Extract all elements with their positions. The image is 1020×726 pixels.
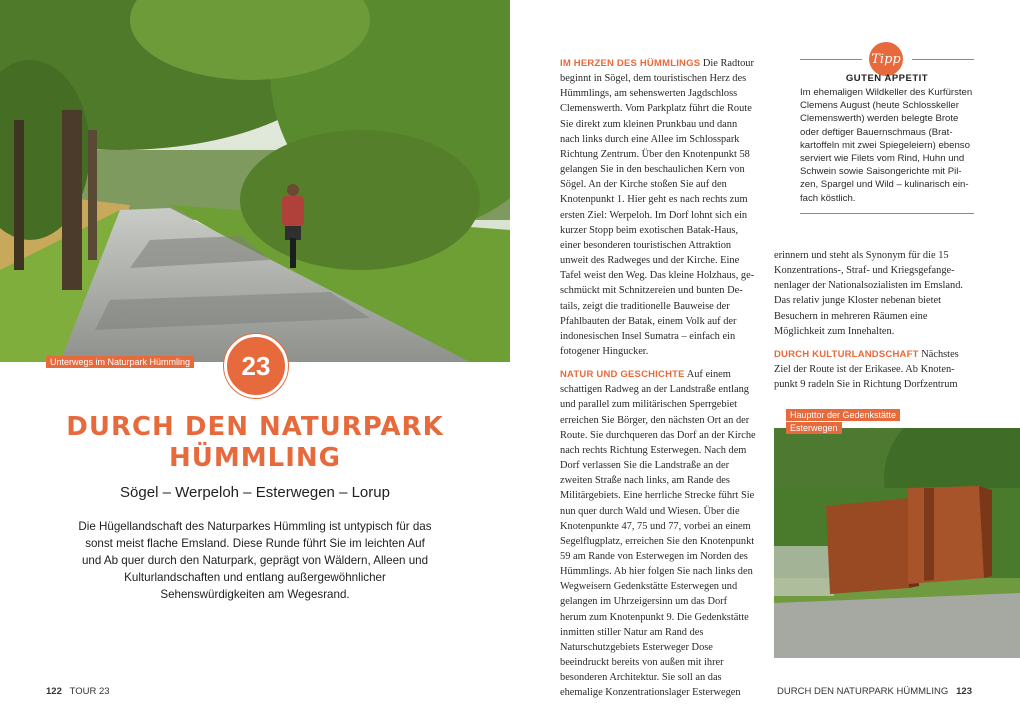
section-text: Auf einem schattigen Radweg an der Landstraße entlang und parallel zum militärischen Sperrgebiet erreichen Sie Börger, den nächsten Ort an der Route. Sie durchqueren das Dorf an der Kirche nach rechts Richtung Esterwegen. Nach dem Dorf verlassen Sie die Landstraße an der zweiten Straße nach links, am Rande des Militärgebiets. Eine herrliche Strecke führt Sie nun quer durch Wald und Wiesen. Über die Knotenpunkte 47, 75 und 77, vorbei an einem Segelflugplatz, erreichen Sie den Knotenpunkt 59 am Rande von Esterwegen im Norden des Hümmlings. Ab hier folgen Sie nach links den Wegweisern Gedenkstätte Esterwegen und gelangen im Uhrzeigersinn um das Dorf herum zum Knotenpunkt 9. Die Gedenkstätte inmitten stiller Natur am Rand des Naturschutzgebiets Esterweger Dose beeindruckt bereits von außen mit ihrer besonderen Architektur. Sie soll an das ehemalige Konzentrationslager Esterwegen <box>560 369 756 699</box>
section-text: Die Radtour beginnt in Sögel, dem touristischen Herz des Hümmlings, am sehenswerten Jagdschloss Clemenswerth. Vom Parkplatz führt die Route Sie direkt zum kleinen Prunkbau und dann nach links durch eine Allee im Schlosspark Richtung Zentrum. Über den Knotenpunkt 58 gelangen Sie in den beschaulichen Kern von Sögel. An der Kirche stoßen Sie auf den Knotenpunkt 1. Hier geht es nach rechts zum ersten Ziel: Werpeloh. Im Dorf lohnt sich ein kurzer Stopp beim exotischen Batak-Haus, einer besonderen touristischen Attraktion unweit des Radweges und der Kirche. Eine Tafel weist den Weg. Das kleine Holzhaus, geschmückt mit Schnitzereien und bunten Details, zeigt die traditionelle Bauweise der Pfahlbauten der Batak, einem Volk auf der indonesischen Insel Sumatra – einfach ein fotogener Hingucker. <box>560 58 755 357</box>
folio-left <box>46 686 110 697</box>
text-column-2 <box>774 248 974 392</box>
photo-caption-line-2: Esterwegen <box>786 422 842 434</box>
section-herzen <box>560 56 756 359</box>
section-heading: IM HERZEN DES HÜMMLINGS <box>560 58 701 69</box>
tipp-rule-left <box>800 59 862 60</box>
tipp-box <box>800 38 974 216</box>
photo-memorial-gate <box>774 428 1020 658</box>
title-line-2: HÜMMLING <box>169 443 341 473</box>
section-kulturlandschaft <box>774 347 974 392</box>
tipp-rule-bottom <box>800 213 974 214</box>
page-number-right: 123 <box>956 686 972 697</box>
photo-caption-line-1: Haupttor der Gedenkstätte <box>786 409 900 421</box>
section-natur <box>560 367 756 700</box>
text-column-1 <box>560 56 756 701</box>
tipp-text: Im ehemaligen Wildkeller des Kurfürsten Clemens August (heute Schlosskeller Clemenswerth) werden belegte Brote oder deftiger Bauernschmaus (Bratkartoffeln mit zwei Spiegeleiern) ebenso serviert wie Filets vom Rind, Huhn und Schwein sowie Saisongerichte mit Pilzen, Spargel und Wild – kulinarisch einfach köstlich. <box>800 87 973 204</box>
section-text: Nächstes Ziel der Route ist der Erikasee. Ab Knotenpunkt 9 radeln Sie in Richtung Dorfzentrum <box>774 348 959 391</box>
section-continued <box>774 248 974 339</box>
photo-bike-road <box>0 0 510 362</box>
tipp-rule-right <box>912 59 974 60</box>
section-heading: NATUR UND GESCHICHTE <box>560 369 685 381</box>
tour-title <box>40 412 470 474</box>
tipp-badge: Tipp <box>869 42 903 76</box>
running-head-right: DURCH DEN NATURPARK HÜMMLING <box>777 686 949 697</box>
photo-caption: Unterwegs im Naturpark Hümmling <box>46 356 194 368</box>
intro-paragraph: Die Hügellandschaft des Naturparkes Hümmling ist untypisch für das sonst meist flache Emsland. Diese Runde führt Sie im leichten Auf und Ab quer durch den Naturpark, geprägt von Wäldern, Alleen und Kulturlandschaften und entlang außergewöhnlicher Sehenswürdigkeiten am Wegesrand. <box>78 520 432 601</box>
running-head-left: TOUR 23 <box>69 686 110 697</box>
section-text: erinnern und steht als Synonym für die 15 Konzentrations-, Straf- und Kriegsgefangenenlager der Nationalsozialisten im Emsland. Das relativ junge Kloster nebenan bietet Besuchern in mehreren Räumen eine Möglichkeit zum Innehalten. <box>774 250 963 337</box>
route-subtitle: Sögel – Werpeloh – Esterwegen – Lorup <box>120 484 390 501</box>
folio-right <box>777 686 972 697</box>
section-heading: DURCH KULTURLANDSCHAFT <box>774 348 919 360</box>
page-number-left: 122 <box>46 686 62 697</box>
title-line-1: DURCH DEN NATURPARK <box>66 412 444 442</box>
tour-number-badge: 23 <box>224 334 288 398</box>
tipp-heading: GUTEN APPETIT <box>845 73 929 84</box>
